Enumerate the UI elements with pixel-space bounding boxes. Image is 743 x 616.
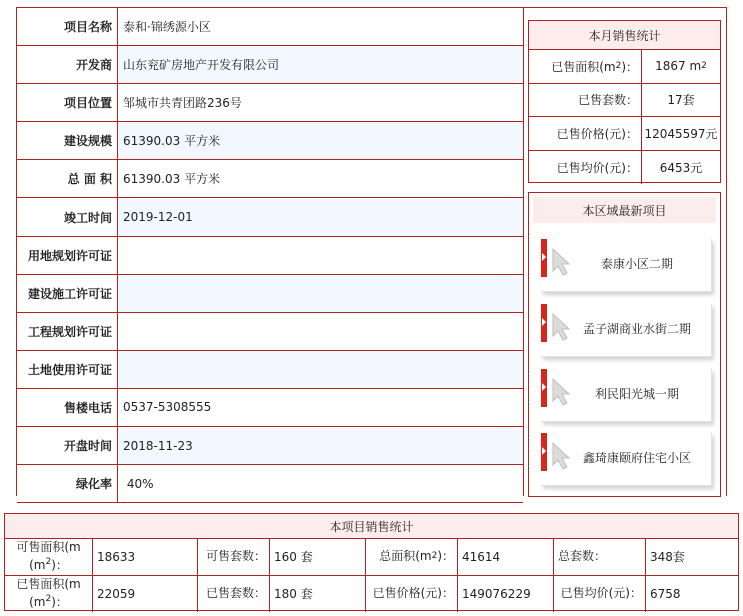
stat-value: 41614 <box>458 539 554 575</box>
stat-value: 180 套 <box>270 576 366 613</box>
info-label: 开发商 <box>17 46 118 83</box>
project-sales-stats <box>4 513 739 611</box>
stat-value: 18633 <box>93 539 198 575</box>
latest-project-card[interactable] <box>541 369 712 422</box>
latest-project-name: 鑫琦康颐府住宅小区 <box>582 451 691 465</box>
info-label: 开盘时间 <box>17 427 118 464</box>
latest-projects-panel <box>528 192 721 497</box>
monthly-label: 已售均价(元)： <box>529 151 642 185</box>
stat-value: 6758 <box>650 586 681 601</box>
info-label: 建设施工许可证 <box>17 275 118 312</box>
info-value <box>118 313 523 350</box>
monthly-label: 已售套数： <box>529 84 642 117</box>
monthly-value: 6453元 <box>659 161 703 176</box>
card-marker <box>541 433 547 471</box>
monthly-row-avg-price <box>529 151 720 185</box>
monthly-value: 17套 <box>667 93 695 108</box>
stat-value: 22059 <box>93 576 198 613</box>
monthly-row-sold-area <box>529 50 720 84</box>
monthly-stats-title: 本月销售统计 <box>529 21 720 50</box>
info-row-developer <box>17 46 523 84</box>
stat-value: 348套 <box>650 550 685 565</box>
project-info-table <box>16 7 524 496</box>
info-value: 0537-5308555 <box>123 400 212 415</box>
info-row-construction-permit <box>17 275 523 313</box>
info-row-sales-phone <box>17 389 523 427</box>
info-row-total-area <box>17 160 523 198</box>
info-row-land-use-permit <box>17 351 523 389</box>
info-label: 土地使用许可证 <box>17 351 118 388</box>
stat-label: 已售价格(元)： <box>366 576 458 613</box>
right-panel <box>524 7 727 496</box>
info-value: 61390.03 平方米 <box>118 122 523 159</box>
info-value <box>118 275 523 312</box>
info-row-completion <box>17 198 523 236</box>
info-label: 项目位置 <box>17 84 118 121</box>
monthly-value: 12045597元 <box>644 126 718 141</box>
info-value: 山东兖矿房地产开发有限公司 <box>118 46 523 83</box>
stat-value: 160 套 <box>270 539 366 575</box>
latest-projects-title: 本区域最新项目 <box>533 197 716 223</box>
latest-project-name: 利民阳光城一期 <box>594 387 679 401</box>
latest-project-card[interactable] <box>541 304 712 357</box>
stat-label: 已售均价(元)： <box>554 576 646 613</box>
info-row-name <box>17 8 523 46</box>
project-stats-row-sold <box>5 576 738 613</box>
monthly-value: 1867 m 2 <box>655 59 707 74</box>
monthly-row-sold-price <box>529 117 720 151</box>
card-marker <box>541 304 547 342</box>
stat-label: 可售套数： <box>198 539 270 575</box>
info-row-engineering-permit <box>17 313 523 351</box>
info-label: 总 面 积 <box>17 160 118 197</box>
stat-label: 已售面积(m $(m^2)$： <box>5 576 93 613</box>
info-row-land-planning-permit <box>17 237 523 275</box>
project-stats-row-available <box>5 539 738 576</box>
info-label: 绿化率 <box>17 465 118 502</box>
monthly-label: 已售价格(元)： <box>529 117 642 150</box>
stat-value: 149076229 <box>458 576 554 613</box>
info-value <box>118 351 523 388</box>
stat-label: 总套数： <box>554 539 646 575</box>
monthly-sales-stats <box>528 20 721 183</box>
info-row-scale <box>17 122 523 160</box>
info-label: 售楼电话 <box>17 389 118 426</box>
info-label: 建设规模 <box>17 122 118 159</box>
stat-label: 已售套数： <box>198 576 270 613</box>
latest-project-name: 泰康小区二期 <box>600 257 673 271</box>
info-label: 项目名称 <box>17 8 118 45</box>
info-value: 61390.03 平方米 <box>123 172 221 187</box>
info-value: 2019-12-01 <box>118 198 523 235</box>
latest-project-card[interactable] <box>541 433 712 486</box>
card-marker <box>541 369 547 407</box>
info-value <box>118 237 523 274</box>
project-stats-title: 本项目销售统计 <box>5 514 738 539</box>
stat-label: 总面积(m 2 )： <box>366 539 458 575</box>
info-row-greening-rate <box>17 465 523 503</box>
info-value: 2018-11-23 <box>118 427 523 464</box>
card-marker <box>541 239 547 277</box>
info-value: 邹城市共青团路236号 <box>123 96 242 111</box>
latest-project-card[interactable] <box>541 239 712 292</box>
info-label: 用地规划许可证 <box>17 237 118 274</box>
info-row-opening-date <box>17 427 523 465</box>
info-label: 竣工时间 <box>17 198 118 235</box>
monthly-row-sold-units <box>529 84 720 118</box>
info-value: 泰和·锦绣源小区 <box>123 20 211 35</box>
stat-label: 可售面积(m $(m^2)$： <box>5 539 93 575</box>
monthly-label: 已售面积(m 2 )： <box>529 50 642 83</box>
latest-project-name: 孟子湖商业水街二期 <box>582 322 691 336</box>
info-row-location <box>17 84 523 122</box>
info-label: 工程规划许可证 <box>17 313 118 350</box>
info-value: 40% <box>123 476 154 491</box>
